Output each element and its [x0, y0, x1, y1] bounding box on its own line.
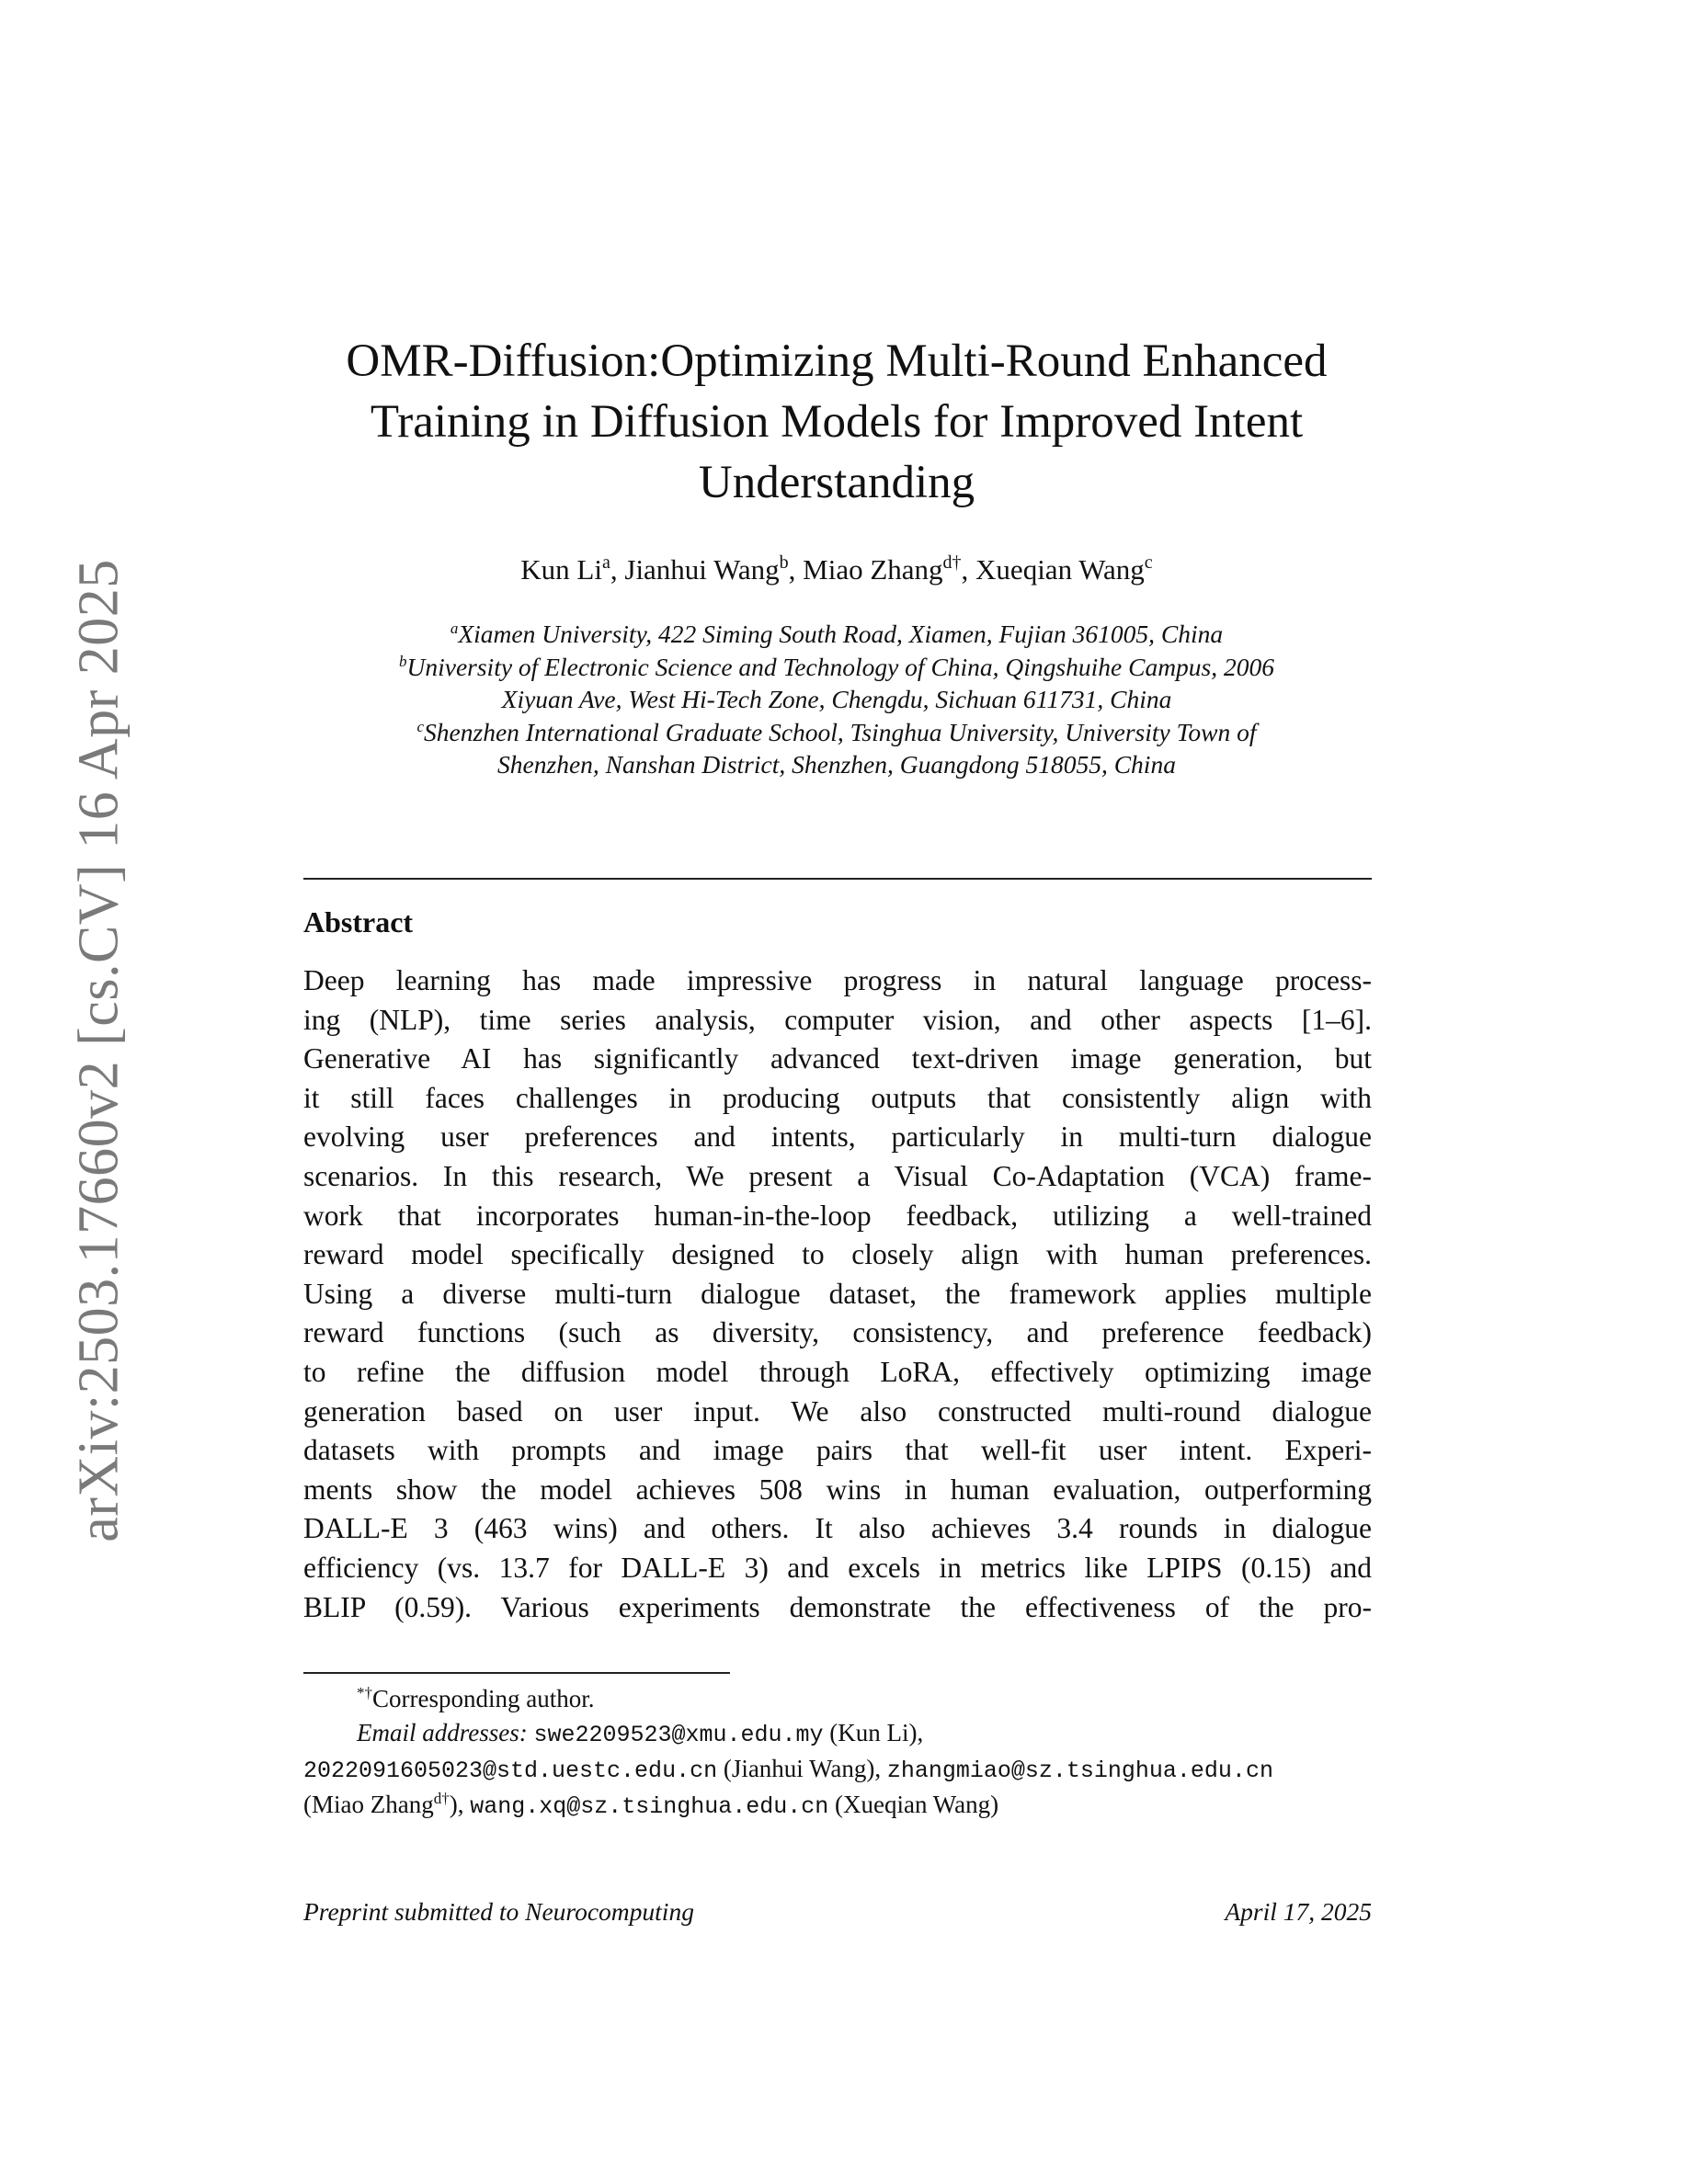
abstract-line: work that incorporates human-in-the-loop feedback, utilizing a well-trained [303, 1199, 1372, 1232]
email-owner: (Jianhui Wang), [723, 1755, 882, 1782]
author-affil-mark: d† [942, 552, 962, 573]
abstract-line: Using a diverse multi-turn dialogue dataset, the framework applies multiple [303, 1277, 1372, 1310]
author-name: Miao Zhang [803, 553, 943, 586]
affil-mark: c [416, 717, 425, 735]
affil-text: Shenzhen, Nanshan District, Shenzhen, Guangdong 518055, China [497, 750, 1176, 779]
affil-text: Xiyuan Ave, West Hi-Tech Zone, Chengdu, Sichuan 611731, China [501, 685, 1172, 713]
preprint-date: April 17, 2025 [1225, 1897, 1372, 1926]
email-owner: (Xueqian Wang) [835, 1791, 999, 1818]
abstract-heading: Abstract [303, 905, 414, 938]
abstract-line: to refine the diffusion model through LoRA, effectively optimizing image [303, 1355, 1372, 1388]
affil-text: Xiamen University, 422 Siming South Road, Xiamen, Fujian 361005, China [458, 620, 1224, 648]
footnote-rule [303, 1672, 730, 1674]
abstract-line: evolving user preferences and intents, particularly in multi-turn dialogue [303, 1120, 1372, 1154]
abstract-line: DALL-E 3 (463 wins) and others. It also achieves 3.4 rounds in dialogue [303, 1512, 1372, 1545]
abstract-line: scenarios. In this research, We present a Visual Co-Adaptation (VCA) frame- [303, 1159, 1372, 1192]
author-name: Xueqian Wang [975, 553, 1145, 586]
abstract-top-rule [303, 878, 1372, 880]
author-name: Jianhui Wang [624, 553, 780, 586]
affil-mark: a [450, 620, 459, 637]
affiliation-line [303, 748, 1370, 781]
affil-text: University of Electronic Science and Technology of China, Qingshuihe Campus, 2006 [406, 652, 1275, 681]
abstract-body [303, 961, 1372, 1627]
abstract-line: Generative AI has significantly advanced text-driven image generation, but [303, 1042, 1372, 1075]
email-line [303, 1788, 1372, 1824]
email-link[interactable]: swe2209523@xmu.edu.my [533, 1722, 824, 1748]
email-owner-mark: d† [433, 1790, 450, 1807]
abstract-line: it still faces challenges in producing outputs that consistently align with [303, 1081, 1372, 1114]
email-link[interactable]: zhangmiao@sz.tsinghua.edu.cn [886, 1757, 1273, 1784]
affiliation-line [303, 683, 1370, 716]
email-owner: (Miao Zhang [303, 1791, 434, 1818]
title-line: OMR-Diffusion:Optimizing Multi-Round Enhanced [346, 336, 1328, 387]
title-line: Understanding [698, 457, 975, 508]
affil-text: Shenzhen International Graduate School, Tsinghua University, University Town of [424, 717, 1257, 746]
abstract-line: generation based on user input. We also constructed multi-round dialogue [303, 1394, 1372, 1428]
abstract-line: datasets with prompts and image pairs that well-fit user intent. Experi- [303, 1434, 1372, 1467]
author-affil-mark: a [601, 552, 610, 573]
preprint-venue: Preprint submitted to Neurocomputing [303, 1897, 694, 1926]
abstract-line: ments show the model achieves 508 wins in human evaluation, outperforming [303, 1473, 1372, 1506]
email-label: Email addresses: [357, 1719, 528, 1746]
email-line [303, 1752, 1372, 1788]
abstract-line: reward functions (such as diversity, consistency, and preference feedback) [303, 1316, 1372, 1349]
corresponding-text: Corresponding author. [372, 1685, 595, 1712]
affiliation-list [303, 618, 1370, 781]
title-line: Training in Diffusion Models for Improved Intent [370, 396, 1304, 448]
author-list: Kun Li$^a$, Jianhui Wang$^b$, Miao Zhang$^{d\dagger}$, Xueqian Wang$^c$ [520, 552, 1153, 586]
author-affil-mark: c [1144, 552, 1153, 573]
author-affil-mark: b [779, 552, 789, 573]
corresponding-marker: *† [357, 1684, 372, 1701]
author-name: Kun Li [520, 553, 602, 586]
abstract-line: Deep learning has made impressive progress in natural language process- [303, 964, 1372, 996]
arxiv-side-stamp: arXiv:2503.17660v2 [cs.CV] 16 Apr 2025 [67, 559, 131, 1542]
email-owner: (Kun Li), [829, 1719, 924, 1746]
abstract-line: efficiency (vs. 13.7 for DALL-E 3) and excels in metrics like LPIPS (0.15) and [303, 1551, 1372, 1584]
abstract-line: ing (NLP), time series analysis, computer vision, and other aspects [1–6]. [303, 1003, 1372, 1036]
email-link[interactable]: wang.xq@sz.tsinghua.edu.cn [470, 1793, 829, 1820]
abstract-line: reward model specifically designed to closely align with human preferences. [303, 1238, 1372, 1271]
email-owner: ), [449, 1791, 464, 1818]
affil-mark: b [398, 652, 407, 670]
affiliation-line [303, 716, 1370, 749]
email-line [303, 1716, 1372, 1752]
affiliation-line [303, 651, 1370, 684]
affiliation-line [303, 618, 1370, 651]
paper-title [303, 331, 1370, 513]
abstract-line: BLIP (0.59). Various experiments demonstrate the effectiveness of the pro- [303, 1590, 1372, 1623]
footnotes [303, 1682, 1372, 1824]
email-link[interactable]: 2022091605023@std.uestc.edu.cn [303, 1757, 718, 1784]
corresponding-footnote [303, 1682, 1372, 1716]
